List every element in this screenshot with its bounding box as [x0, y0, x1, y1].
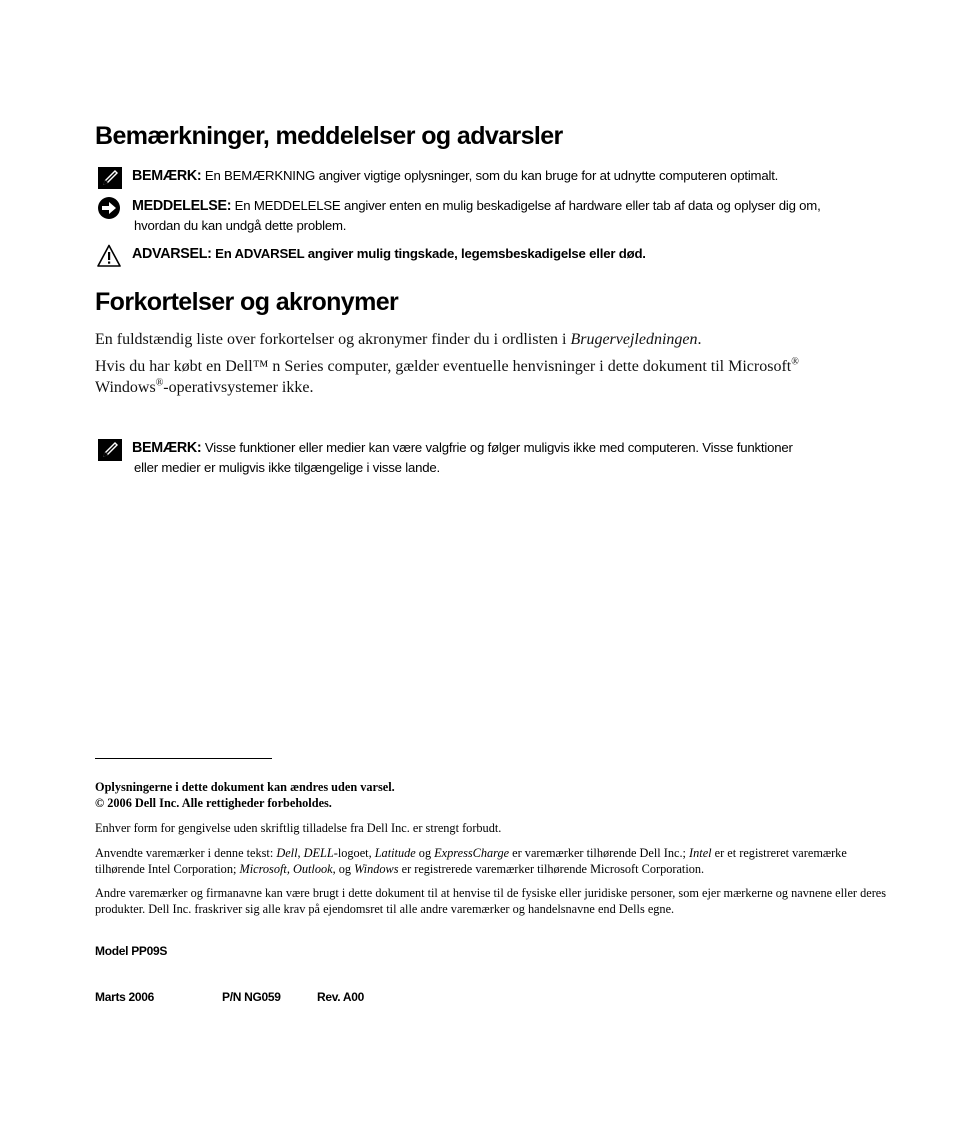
pencil-note-icon [97, 166, 123, 190]
windows-text: Windows [95, 379, 156, 396]
legal-notice [95, 779, 890, 811]
tm-text: er et registreret varemærke tilhørende Intel Corporation; [95, 846, 847, 876]
notice-text-cont: hvordan du kan undgå dette problem. [134, 218, 347, 233]
tm-text: er varemærker tilhørende Dell Inc.; [509, 846, 690, 860]
tm-latitude: Latitude [374, 846, 416, 860]
glossary-period: . [697, 331, 702, 348]
tm-text: , [297, 846, 304, 860]
pub-date: Marts 2006 [95, 990, 155, 1004]
notice-label: MEDDELELSE: [132, 198, 232, 214]
n-series-text: Hvis du har købt en Dell™ n Series computer, gælder eventuelle henvisninger i dette dokument til Microsoft [95, 358, 792, 375]
glossary-text: En fuldstændig liste over forkortelser og akronymer finder du i ordlisten i [95, 331, 571, 348]
registered-mark: ® [155, 377, 164, 389]
section-title-notes: Bemærkninger, meddelelser og advarsler [95, 122, 563, 150]
tm-dell-logo: DELL [303, 846, 334, 860]
trademark-notice [95, 845, 890, 877]
warning-text: En ADVARSEL angiver mulig tingskade, legemsbeskadigelse eller død. [215, 246, 646, 261]
revision: Rev. A00 [317, 990, 364, 1004]
note-block [95, 166, 890, 186]
tm-windows: Windows [354, 862, 399, 876]
tm-text: er registrerede varemærker tilhørende Microsoft Corporation. [398, 862, 705, 876]
change-notice: Oplysningerne i dette dokument kan ændres uden varsel. [95, 780, 395, 794]
note-text: En BEMÆRKNING angiver vigtige oplysninger, som du kan bruge for at udnytte computeren optimalt. [204, 168, 779, 183]
section-title-abbreviations: Forkortelser og akronymer [95, 288, 399, 316]
tm-text: Anvendte varemærker i denne tekst: [95, 846, 277, 860]
tm-text: -logoet, [333, 846, 375, 860]
tm-expresscharge: ExpressCharge [434, 846, 510, 860]
part-number: P/N NG059 [222, 990, 281, 1004]
note-text: Visse funktioner eller medier kan være valgfrie og følger muligvis ikke med computeren. Visse funktioner [204, 440, 793, 455]
notice-block [95, 196, 890, 235]
registered-mark: ® [791, 356, 799, 368]
reproduction-notice: Enhver form for gengivelse uden skriftlig tilladelse fra Dell Inc. er strengt forbudt. [95, 821, 502, 835]
glossary-paragraph [95, 329, 890, 350]
note-label: BEMÆRK: [132, 168, 202, 184]
warning-block [95, 244, 890, 264]
tm-text: og [335, 862, 355, 876]
tm-intel: Intel [689, 846, 712, 860]
model-number: Model PP09S [95, 944, 168, 958]
note-text-cont: eller medier er muligvis ikke tilgængelige i visse lande. [134, 460, 440, 475]
other-trademarks: Andre varemærker og firmanavne kan være brugt i dette dokument til at henvise til de fysiske eller juridiske personer, som ejer mærkerne og navnene eller deres produkter. Dell Inc. fraskriver sig alle krav på ejendomsret til alle andre varemærker og handelsnavne end Dells egne. [95, 886, 887, 916]
warning-triangle-icon [97, 244, 123, 268]
copyright: © 2006 Dell Inc. Alle rettigheder forbeholdes. [95, 796, 332, 810]
tm-microsoft: Microsoft, Outlook, [239, 862, 336, 876]
tm-text: og [415, 846, 435, 860]
note-label: BEMÆRK: [132, 440, 202, 456]
footer-divider [95, 758, 272, 759]
note-block-2 [95, 438, 890, 477]
warning-label: ADVARSEL: [132, 246, 212, 262]
pencil-note-icon [97, 438, 123, 462]
os-text: -operativsystemer ikke. [163, 379, 314, 396]
tm-dell: Dell [276, 846, 298, 860]
n-series-paragraph [95, 356, 890, 398]
notice-text: En MEDDELELSE angiver enten en mulig beskadigelse af hardware eller tab af data og oplyser dig om, [234, 198, 821, 213]
user-guide-title: Brugervejledningen [570, 331, 698, 348]
notice-arrow-icon [97, 196, 123, 220]
